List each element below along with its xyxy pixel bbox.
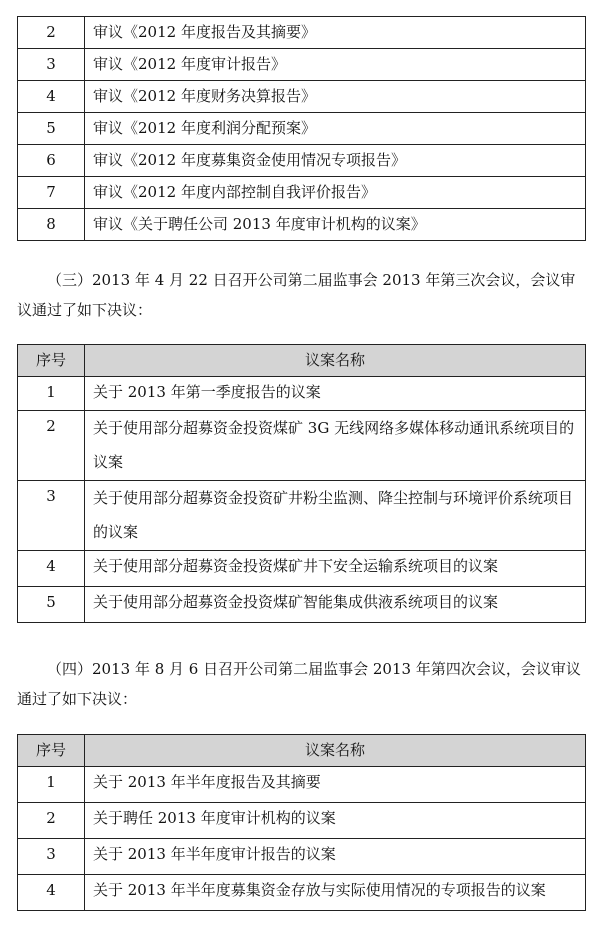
- table-row: [18, 17, 586, 49]
- row-number: 6: [18, 145, 85, 177]
- table-row: [18, 145, 586, 177]
- column-header-name: 议案名称: [85, 345, 586, 377]
- table-row: [18, 49, 586, 81]
- table-header-row: [18, 345, 586, 377]
- row-number: 4: [18, 875, 85, 911]
- resolution-name: 关于 2013 年半年度报告及其摘要: [85, 767, 586, 803]
- table-row: [18, 767, 586, 803]
- resolution-name: 审议《2012 年度募集资金使用情况专项报告》: [85, 145, 586, 177]
- resolution-name: 关于 2013 年半年度募集资金存放与实际使用情况的专项报告的议案: [85, 875, 586, 911]
- table-row: [18, 411, 586, 481]
- row-number: 2: [18, 17, 85, 49]
- resolution-name: 关于使用部分超募资金投资煤矿智能集成供液系统项目的议案: [85, 587, 586, 623]
- row-number: 3: [18, 481, 85, 551]
- row-number: 7: [18, 177, 85, 209]
- table-row: [18, 803, 586, 839]
- resolution-table-continued: [17, 16, 586, 241]
- table-row: [18, 377, 586, 411]
- table-row: [18, 875, 586, 911]
- column-header-name: 议案名称: [85, 735, 586, 767]
- table-row: [18, 551, 586, 587]
- resolution-name: 审议《2012 年度利润分配预案》: [85, 113, 586, 145]
- table-row: [18, 839, 586, 875]
- resolution-table-3: [17, 344, 586, 623]
- row-number: 2: [18, 803, 85, 839]
- resolution-name: 审议《2012 年度内部控制自我评价报告》: [85, 177, 586, 209]
- table-row: [18, 209, 586, 241]
- row-number: 5: [18, 587, 85, 623]
- row-number: 1: [18, 377, 85, 411]
- row-number: 1: [18, 767, 85, 803]
- row-number: 3: [18, 839, 85, 875]
- resolution-name: 关于使用部分超募资金投资矿井粉尘监测、降尘控制与环境评价系统项目的议案: [85, 481, 586, 551]
- table-row: [18, 113, 586, 145]
- row-number: 2: [18, 411, 85, 481]
- resolution-name: 关于 2013 年半年度审计报告的议案: [85, 839, 586, 875]
- resolution-name: 关于 2013 年第一季度报告的议案: [85, 377, 586, 411]
- resolution-name: 审议《2012 年度审计报告》: [85, 49, 586, 81]
- row-number: 4: [18, 81, 85, 113]
- resolution-name: 关于使用部分超募资金投资煤矿 3G 无线网络多媒体移动通讯系统项目的议案: [85, 411, 586, 481]
- resolution-name: 关于聘任 2013 年度审计机构的议案: [85, 803, 586, 839]
- resolution-name: 审议《关于聘任公司 2013 年度审计机构的议案》: [85, 209, 586, 241]
- resolution-table-4: [17, 734, 586, 911]
- meeting-paragraph-4: （四）2013 年 8 月 6 日召开公司第二届监事会 2013 年第四次会议，会议审议通过了如下决议：: [17, 660, 581, 708]
- table-row: [18, 177, 586, 209]
- resolution-name: 审议《2012 年度财务决算报告》: [85, 81, 586, 113]
- table-row: [18, 481, 586, 551]
- row-number: 5: [18, 113, 85, 145]
- resolution-name: 关于使用部分超募资金投资煤矿井下安全运输系统项目的议案: [85, 551, 586, 587]
- table-header-row: [18, 735, 586, 767]
- table-row: [18, 81, 586, 113]
- meeting-paragraph-3: （三）2013 年 4 月 22 日召开公司第二届监事会 2013 年第三次会议，会议审议通过了如下决议：: [17, 271, 576, 319]
- row-number: 3: [18, 49, 85, 81]
- column-header-number: 序号: [18, 735, 85, 767]
- row-number: 4: [18, 551, 85, 587]
- row-number: 8: [18, 209, 85, 241]
- resolution-name: 审议《2012 年度报告及其摘要》: [85, 17, 586, 49]
- column-header-number: 序号: [18, 345, 85, 377]
- table-row: [18, 587, 586, 623]
